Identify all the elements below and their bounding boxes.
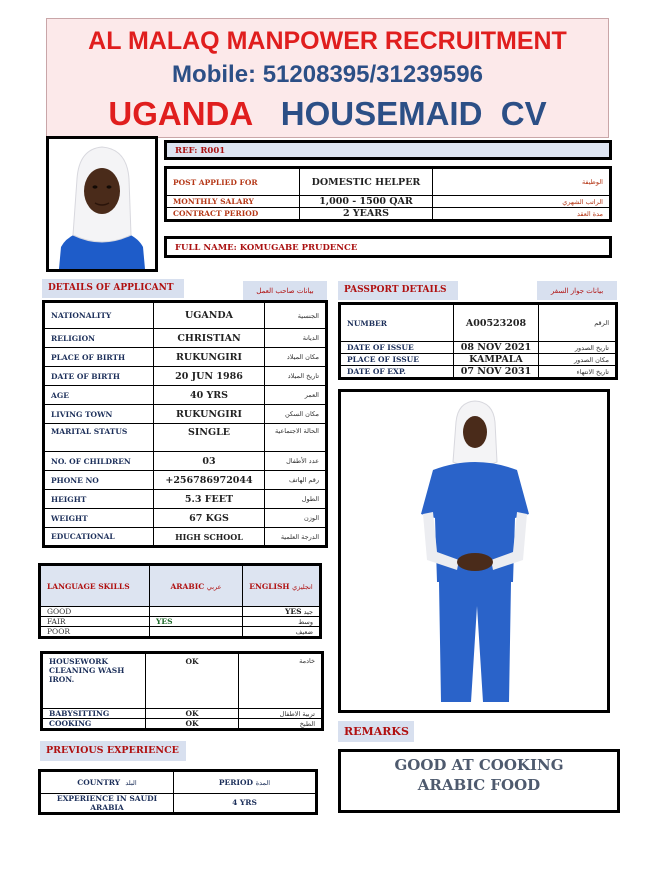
field-label-ar: الوزن: [265, 509, 327, 528]
field-value: 67 KGS: [154, 509, 265, 528]
field-value: 08 NOV 2021: [454, 342, 539, 354]
skill-label-ar: خادمة: [239, 653, 323, 709]
field-label-ar: تاريخ الصدور: [539, 342, 617, 354]
passport-heading-ar: بيانات جواز السفر: [537, 281, 617, 300]
job-label-ar: مدة العقد: [433, 208, 611, 221]
field-label: PLACE OF ISSUE: [340, 354, 454, 366]
cv-header: [46, 18, 609, 138]
passport-table: [338, 302, 618, 380]
table-row: [44, 424, 327, 452]
field-value: 20 JUN 1986: [154, 367, 265, 386]
table-row: [44, 490, 327, 509]
field-label-ar: مكان الصدور: [539, 354, 617, 366]
field-label: NATIONALITY: [44, 302, 154, 329]
applicant-heading: DETAILS OF APPLICANT: [42, 279, 184, 298]
job-label: POST APPLIED FOR: [166, 168, 300, 196]
arabic-label-ar: عربي: [206, 582, 222, 591]
field-value: RUKUNGIRI: [154, 405, 265, 424]
skill-label-ar: الطبخ: [239, 719, 323, 730]
portrait-image: [49, 139, 155, 269]
field-value: 07 NOV 2031: [454, 366, 539, 379]
job-label: CONTRACT PERIOD: [166, 208, 300, 221]
table-row: [42, 719, 323, 730]
table-row: [340, 342, 617, 354]
job-label: MONTHLY SALARY: [166, 196, 300, 208]
job-label-ar: الوظيفة: [433, 168, 611, 196]
table-row: [40, 617, 321, 627]
field-label-ar: الديانة: [265, 329, 327, 348]
table-row: [44, 329, 327, 348]
remarks-text: GOOD AT COOKING ARABIC FOOD: [338, 749, 620, 813]
skill-label: BABYSITTING: [42, 709, 146, 719]
country-column-ar: البلد: [125, 779, 137, 787]
arabic-column: [150, 565, 243, 607]
period-column-ar: المدة: [255, 779, 271, 787]
table-row: [42, 709, 323, 719]
field-value: KAMPALA: [454, 354, 539, 366]
period-column-label: PERIOD: [218, 778, 254, 787]
field-label-ar: تاريخ الانتهاء: [539, 366, 617, 379]
field-label-ar: الرقم: [539, 304, 617, 342]
table-row: [44, 405, 327, 424]
skill-label: HOUSEWORK CLEANING WASH IRON.: [42, 653, 146, 709]
ref-number: REF: R001: [175, 146, 226, 156]
job-row: [166, 208, 611, 221]
field-value: CHRISTIAN: [154, 329, 265, 348]
field-value: 5.3 FEET: [154, 490, 265, 509]
field-label-ar: الحالة الاجتماعية: [265, 424, 327, 452]
field-label-ar: العمر: [265, 386, 327, 405]
job-row: [166, 168, 611, 196]
ref-box: [164, 140, 612, 160]
field-label-ar: مكان الميلاد: [265, 348, 327, 367]
level-label-ar: ضعيف: [295, 628, 313, 636]
field-value: 40 YRS: [154, 386, 265, 405]
table-row: [340, 354, 617, 366]
job-row: [166, 196, 611, 208]
field-label: NUMBER: [340, 304, 454, 342]
full-name: FULL NAME: KOMUGABE PRUDENCE: [175, 243, 358, 253]
field-value: HIGH SCHOOL: [154, 528, 265, 547]
field-label: NO. OF CHILDREN: [44, 452, 154, 471]
job-value: 2 YEARS: [300, 208, 433, 221]
period-column: [174, 771, 317, 794]
company-name: AL MALAQ MANPOWER RECRUITMENT: [88, 27, 567, 55]
applicant-table: [42, 300, 328, 548]
applicant-heading-ar: بيانات صاحب العمل: [243, 281, 327, 300]
country-label: UGANDA: [108, 95, 254, 132]
field-label-ar: الطول: [265, 490, 327, 509]
skill-value: OK: [146, 709, 239, 719]
field-label: WEIGHT: [44, 509, 154, 528]
company-mobile: Mobile: 51208395/31239596: [172, 61, 483, 88]
arabic-level: [150, 627, 243, 638]
full-name-box: [164, 236, 612, 258]
field-label-ar: تاريخ الميلاد: [265, 367, 327, 386]
table-row: [40, 794, 317, 814]
table-row: [40, 607, 321, 617]
english-level-cell: [243, 617, 321, 627]
remarks-heading: REMARKS: [338, 721, 414, 742]
field-label: DATE OF BIRTH: [44, 367, 154, 386]
skill-label: COOKING: [42, 719, 146, 730]
level-label: POOR: [40, 627, 150, 638]
full-body-photo: [338, 389, 610, 713]
table-row: [44, 367, 327, 386]
arabic-level: [150, 607, 243, 617]
level-label-ar: وسط: [298, 618, 313, 626]
country-column-label: COUNTRY: [77, 778, 121, 787]
full-body-image: [341, 392, 607, 710]
field-label: DATE OF ISSUE: [340, 342, 454, 354]
english-level: YES: [285, 607, 302, 616]
experience-period: 4 YRS: [174, 794, 317, 814]
field-label: HEIGHT: [44, 490, 154, 509]
portrait-photo: [46, 136, 158, 272]
job-value: 1,000 - 1500 QAR: [300, 196, 433, 208]
arabic-label: ARABIC: [170, 581, 205, 591]
table-row: [40, 771, 317, 794]
experience-country: EXPERIENCE IN SAUDI ARABIA: [40, 794, 174, 814]
field-value: A00523208: [454, 304, 539, 342]
field-label: LIVING TOWN: [44, 405, 154, 424]
field-label: DATE OF EXP.: [340, 366, 454, 379]
field-label: AGE: [44, 386, 154, 405]
level-label-ar: جيد: [303, 608, 313, 616]
field-label-ar: عدد الأطفال: [265, 452, 327, 471]
field-label: MARITAL STATUS: [44, 424, 154, 452]
cv-title: [47, 95, 608, 133]
language-table: [38, 563, 322, 639]
job-value: DOMESTIC HELPER: [300, 168, 433, 196]
table-row: [44, 452, 327, 471]
field-label: PLACE OF BIRTH: [44, 348, 154, 367]
cv-type-label: HOUSEMAID CV: [280, 95, 547, 132]
table-row: [40, 627, 321, 638]
table-row: [44, 471, 327, 490]
field-label: EDUCATIONAL: [44, 528, 154, 547]
arabic-level: YES: [150, 617, 243, 627]
level-label: FAIR: [40, 617, 150, 627]
field-value: UGANDA: [154, 302, 265, 329]
job-label-ar: الراتب الشهري: [433, 196, 611, 208]
field-label-ar: مكان السكن: [265, 405, 327, 424]
english-level-cell: [243, 607, 321, 617]
field-value: 03: [154, 452, 265, 471]
english-level-cell: [243, 627, 321, 638]
field-label-ar: الجنسية: [265, 302, 327, 329]
skill-label-ar: تربية الاطفال: [239, 709, 323, 719]
table-row: [40, 565, 321, 607]
passport-heading: PASSPORT DETAILS: [338, 281, 458, 300]
job-table: [164, 166, 612, 222]
table-row: [340, 304, 617, 342]
field-label: RELIGION: [44, 329, 154, 348]
country-column: [40, 771, 174, 794]
language-heading: LANGUAGE SKILLS: [40, 565, 150, 607]
level-label: GOOD: [40, 607, 150, 617]
table-row: [44, 509, 327, 528]
english-label: ENGLISH: [249, 581, 290, 591]
table-row: [44, 528, 327, 547]
table-row: [340, 366, 617, 379]
experience-table: [38, 769, 318, 815]
skill-value: OK: [146, 719, 239, 730]
field-label-ar: رقم الهاتف: [265, 471, 327, 490]
field-value: +256786972044: [154, 471, 265, 490]
skill-value: OK: [146, 653, 239, 709]
english-column: [243, 565, 321, 607]
skills-table: [40, 651, 324, 731]
english-label-ar: انجليزي: [292, 582, 313, 591]
table-row: [44, 302, 327, 329]
field-label: PHONE NO: [44, 471, 154, 490]
table-row: [42, 653, 323, 709]
table-row: [44, 348, 327, 367]
table-row: [44, 386, 327, 405]
field-value: SINGLE: [154, 424, 265, 452]
experience-heading: PREVIOUS EXPERIENCE: [40, 741, 186, 761]
field-label-ar: الدرجة العلمية: [265, 528, 327, 547]
field-value: RUKUNGIRI: [154, 348, 265, 367]
